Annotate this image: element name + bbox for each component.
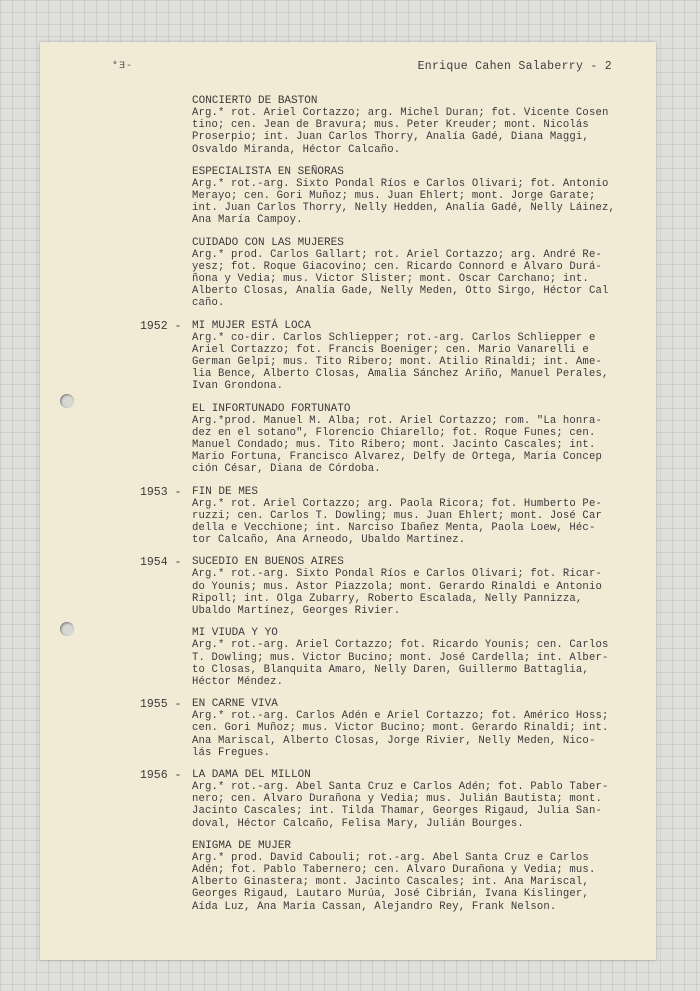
film-entry bbox=[40, 486, 656, 547]
film-title: SUCEDIO EN BUENOS AIRES bbox=[192, 556, 344, 569]
credit-line: lia Bence, Alberto Closas, Amalia Sánchez Ariño, Manuel Perales, bbox=[192, 368, 609, 381]
credit-line: Arg.* rot. Ariel Cortazzo; arg. Michel Duran; fot. Vicente Cosen bbox=[192, 107, 609, 119]
credit-line: Ivan Grondona. bbox=[192, 380, 284, 393]
film-credits bbox=[192, 639, 656, 688]
credit-line: ción César, Diana de Córdoba. bbox=[192, 463, 381, 476]
film-credits bbox=[192, 415, 656, 476]
film-entry bbox=[40, 166, 656, 227]
credit-line: Ubaldo Martínez, Georges Rivier. bbox=[192, 605, 401, 618]
credit-line: Arg.* rot.-arg. Abel Santa Cruz e Carlos Adén; fot. Pablo Taber- bbox=[192, 780, 609, 793]
credit-line: cen. Gori Muñoz; mus. Victor Bucino; mont. Gerardo Rinaldi; int. bbox=[192, 722, 609, 735]
credit-line: nero; cen. Alvaro Durañona y Vedia; mus. Julián Bautista; mont. bbox=[192, 793, 602, 806]
film-title: LA DAMA DEL MILLON bbox=[192, 768, 311, 781]
page-header: Enrique Cahen Salaberry - 2 bbox=[417, 60, 612, 73]
film-entry bbox=[40, 320, 656, 393]
film-title: EL INFORTUNADO FORTUNATO bbox=[192, 402, 351, 415]
film-entry bbox=[40, 556, 656, 617]
credit-line: Arg.* rot.-arg. Sixto Pondal Ríos e Carlos Olivari; fot. Antonio bbox=[192, 177, 609, 190]
filmography-list bbox=[40, 95, 656, 923]
entry-year: 1956 - bbox=[140, 768, 182, 782]
film-entry bbox=[40, 698, 656, 759]
credit-line: doval, Héctor Calcaño, Felisa Mary, Julián Bourges. bbox=[192, 817, 524, 830]
credit-line: della e Vecchione; int. Narciso Ibañez Menta, Paola Loew, Héc- bbox=[192, 522, 596, 535]
film-entry bbox=[40, 840, 656, 913]
film-entry bbox=[40, 403, 656, 476]
film-title: ESPECIALISTA EN SEÑORAS bbox=[192, 165, 344, 178]
film-credits bbox=[192, 332, 656, 393]
credit-line: German Gelpi; mus. Tito Ribero; mont. Atilio Rinaldi; int. Ame- bbox=[192, 356, 602, 369]
film-credits bbox=[192, 498, 656, 547]
credit-line: Arg.* rot.-arg. Carlos Adén e Ariel Cortazzo; fot. Américo Hoss; bbox=[192, 710, 609, 723]
credit-line: T. Dowling; mus. Victor Bucino; mont. José Cardella; int. Alber- bbox=[192, 651, 609, 664]
film-entry bbox=[40, 769, 656, 830]
typewritten-page bbox=[40, 42, 656, 960]
entry-year: 1954 - bbox=[140, 556, 182, 570]
credit-line: Jacinto Cascales; int. Tilda Thamar, Georges Rigaud, Julia San- bbox=[192, 805, 602, 818]
film-credits bbox=[192, 178, 656, 227]
credit-line: Arg.* prod. Carlos Gallart; rot. Ariel Cortazzo; arg. André Re- bbox=[192, 248, 602, 261]
credit-line: Héctor Méndez. bbox=[192, 675, 284, 688]
credit-line: Aída Luz, Ana María Cassan, Alejandro Rey, Frank Nelson. bbox=[192, 900, 557, 913]
credit-line: dez en el sotano", Florencio Chiarello; fot. Roque Funes; cen. bbox=[192, 426, 596, 439]
credit-line: Ariel Cortazzo; fot. Francis Boeniger; cen. Mario Vanarelli e bbox=[192, 343, 589, 356]
credit-line: Proserpio; int. Juan Carlos Thorry, Analía Gadé, Diana Maggi, bbox=[192, 131, 589, 144]
credit-line: lás Fregues. bbox=[192, 746, 271, 759]
credit-line: Merayo; cen. Gori Muñoz; mus. Juan Ehlert; mont. Jorge Garate; bbox=[192, 190, 596, 203]
credit-line: Arg.* co-dir. Carlos Schliepper; rot.-arg. Carlos Schliepper e bbox=[192, 331, 596, 344]
credit-line: Osvaldo Miranda, Héctor Calcaño. bbox=[192, 143, 401, 156]
film-title: EN CARNE VIVA bbox=[192, 698, 278, 711]
film-entry bbox=[40, 95, 656, 156]
film-title: CONCIERTO DE BASTON bbox=[192, 95, 318, 107]
credit-line: do Younis; mus. Astor Piazzola; mont. Gerardo Rinaldi e Antonio bbox=[192, 580, 602, 593]
credit-line: yesz; fot. Roque Giacovino; cen. Ricardo Connord e Alvaro Durá- bbox=[192, 260, 602, 273]
credit-line: Arg.* rot.-arg. Sixto Pondal Ríos e Carlos Olivari; fot. Ricar- bbox=[192, 568, 602, 581]
credit-line: Arg.*prod. Manuel M. Alba; rot. Ariel Cortazzo; rom. "La honra- bbox=[192, 414, 602, 427]
film-title: ENIGMA DE MUJER bbox=[192, 839, 292, 852]
film-title: MI MUJER ESTÁ LOCA bbox=[192, 319, 311, 332]
credit-line: Adén; fot. Pablo Tabernero; cen. Alvaro Durañona y Vedia; mus. bbox=[192, 863, 596, 876]
credit-line: int. Juan Carlos Thorry, Nelly Hedden, Analía Gadé, Nelly Láinez, bbox=[192, 202, 615, 215]
credit-line: ruzzi; cen. Carlos T. Dowling; mus. Juan Ehlert; mont. José Car bbox=[192, 509, 602, 522]
film-credits bbox=[192, 568, 656, 617]
film-title: CUIDADO CON LAS MUJERES bbox=[192, 236, 344, 249]
credit-line: ñona y Vedia; mus. Victor Slister; mont. Oscar Carchano; int. bbox=[192, 273, 589, 286]
credit-line: to Closas, Blanquita Amaro, Nelly Daren, Guillermo Battaglia, bbox=[192, 663, 589, 676]
credit-line: Ripoll; int. Olga Zubarry, Roberto Escalada, Nelly Pannizza, bbox=[192, 592, 583, 605]
film-entry bbox=[40, 627, 656, 688]
credit-line: Manuel Condado; mus. Tito Ribero; mont. Jacinto Cascales; int. bbox=[192, 439, 596, 452]
film-entry bbox=[40, 237, 656, 310]
film-credits bbox=[192, 710, 656, 759]
credit-line: Georges Rigaud, Lautaro Murúa, José Cibrián, Ivana Kislinger, bbox=[192, 888, 589, 901]
credit-line: caño. bbox=[192, 297, 225, 310]
credit-line: Arg.* rot.-arg. Ariel Cortazzo; fot. Ricardo Younis; cen. Carlos bbox=[192, 639, 609, 652]
film-credits bbox=[192, 249, 656, 310]
film-credits bbox=[192, 781, 656, 830]
credit-line: Ana Mariscal, Alberto Closas, Jorge Rivier, Nelly Meden, Nico- bbox=[192, 734, 596, 747]
film-credits bbox=[192, 852, 656, 913]
credit-line: Mario Fortuna, Francisco Alvarez, Delfy de Ortega, María Concep bbox=[192, 451, 602, 464]
credit-line: Arg.* prod. David Cabouli; rot.-arg. Abel Santa Cruz e Carlos bbox=[192, 851, 589, 864]
credit-line: Alberto Ginastera; mont. Jacinto Cascales; int. Ana Mariscal, bbox=[192, 876, 589, 889]
entry-year: 1955 - bbox=[140, 698, 182, 712]
entry-year: 1952 - bbox=[140, 319, 182, 333]
film-title: FIN DE MES bbox=[192, 485, 259, 498]
credit-line: Ana María Campoy. bbox=[192, 214, 303, 227]
page-mark: *Ǝ- bbox=[112, 61, 134, 72]
film-title: MI VIUDA Y YO bbox=[192, 627, 278, 640]
film-credits bbox=[192, 107, 656, 156]
credit-line: tino; cen. Jean de Bravura; mus. Peter Kreuder; mont. Nicolás bbox=[192, 119, 589, 132]
entry-year: 1953 - bbox=[140, 485, 182, 499]
credit-line: Arg.* rot. Ariel Cortazzo; arg. Paola Ricora; fot. Humberto Pe- bbox=[192, 497, 602, 510]
credit-line: Alberto Closas, Analía Gade, Nelly Meden, Otto Sirgo, Héctor Cal bbox=[192, 285, 609, 298]
credit-line: tor Calcaño, Ana Arneodo, Ubaldo Martínez. bbox=[192, 534, 466, 547]
